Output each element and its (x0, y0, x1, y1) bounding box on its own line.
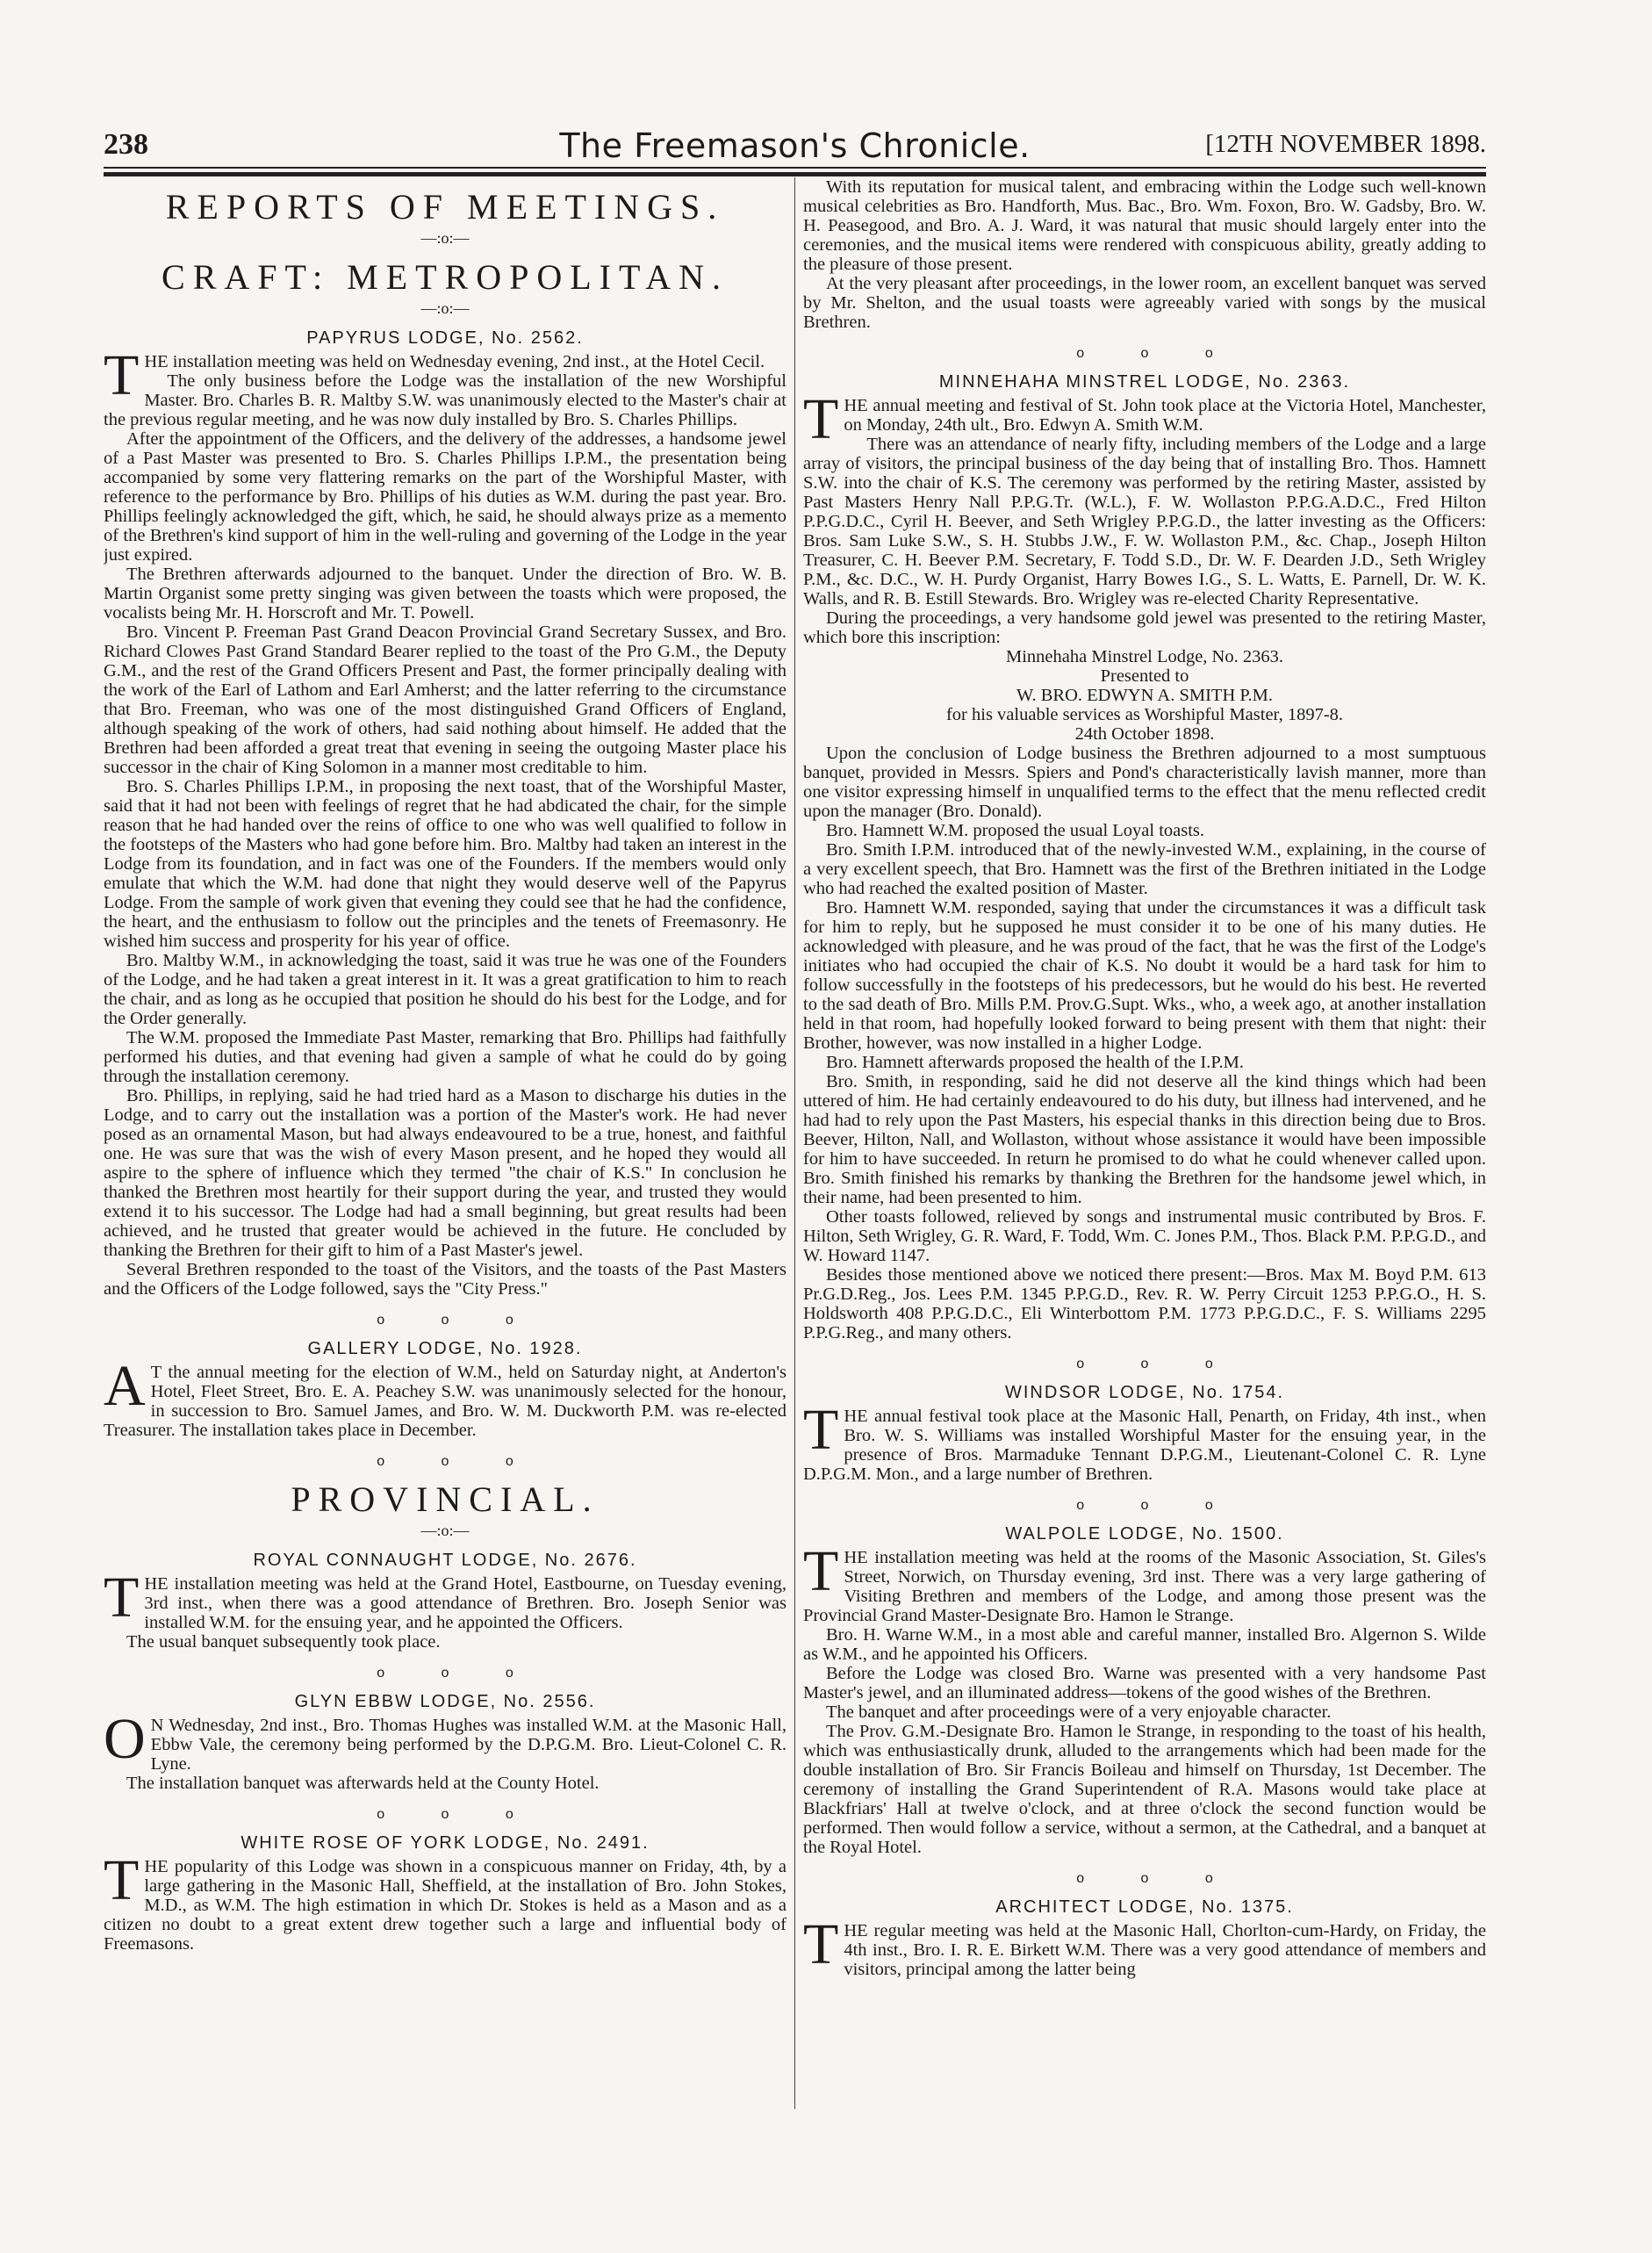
article-paragraph: THE popularity of this Lodge was shown in a conspicuous manner on Friday, 4th, by a large gathering in the Masonic Hall, Sheffield, at the installation of Bro. John Stokes, M.D., as W.M. The high estimation in which Dr. Stokes is held as a Mason and as a citizen no doubt to a great extent drew together such a large and influential body of Freemasons. (104, 1848, 786, 1954)
article-paragraph: After the appointment of the Officers, and the delivery of the addresses, a handsome jewel of a Past Master was presented to Bro. S. Charles Phillips I.P.M., the presentation being accompanied by some very flattering remarks on the part of the Worshipful Master, with reference to the performance by Bro. Phillips of his duties as W.M. during the past year. Bro. Phillips feelingly acknowledged the gift, which, he said, he should always prize as a memento of the Brethren's kind support of him in the well-ruling and governing of the Lodge in the year just expired. (104, 429, 786, 565)
article-paragraph: A T the annual meeting for the election of W.M., held on Saturday night, at Anderton's Hotel, Fleet Street, Bro. E. A. Peachey S.W. was unanimously selected for the honour, in succession to Bro. Samuel James, and Bro. W. M. Duckworth P.M. was re-elected Treasurer. The installation takes place in December. (104, 1354, 786, 1440)
issue-date: [12TH NOVEMBER 1898. (1205, 130, 1486, 158)
article-paragraph: Several Brethren responded to the toast of the Visitors, and the toasts of the Past Masters and the Officers of the Lodge followed, says the "City Press." (104, 1260, 786, 1299)
drop-cap: O (104, 1707, 146, 1771)
separator: o o o (377, 1454, 514, 1469)
article-paragraph: Upon the conclusion of Lodge business the Brethren adjourned to a most sumptuous banquet, provided in Messrs. Spiers and Pond's characteristically lavish manner, more than one visitor expressing himself in unqualified terms to the effect that the menu reflected credit upon the manager (Bro. Donald). (803, 744, 1486, 821)
drop-cap: T (803, 1539, 839, 1603)
reports-heading: REPORTS OF MEETINGS. (165, 187, 725, 227)
header-rule-thin (104, 167, 1486, 169)
craft-heading: CRAFT: METROPOLITAN. (162, 257, 729, 297)
separator: o o o (377, 1807, 514, 1822)
article-paragraph: During the proceedings, a very handsome gold jewel was presented to the retiring Master, which bore this inscription: (803, 608, 1486, 647)
lodge-heading: GALLERY LODGE, No. 1928. (307, 1339, 583, 1358)
provincial-heading: PROVINCIAL. (291, 1479, 600, 1519)
drop-cap: T (803, 1912, 839, 1976)
lodge-heading: GLYN EBBW LODGE, No. 2556. (294, 1692, 596, 1711)
article-paragraph: Bro. Hamnett W.M. proposed the usual Loyal toasts. (826, 821, 1205, 840)
article-paragraph: THE installation meeting was held at the rooms of the Masonic Association, St. Giles's Street, Norwich, on Thursday evening, 3rd inst. There was a very large gathering of Visiting Brethren and members of the Lodge, and among those present was the Provincial Grand Master-Designate Bro. Hamon le Strange. (803, 1539, 1486, 1625)
article-paragraph: The Brethren afterwards adjourned to the banquet. Under the direction of Bro. W. B. Martin Organist some pretty singing was given between the toasts which were proposed, the vocalists being Mr. H. Horscroft and Mr. T. Powell. (104, 565, 786, 623)
header-rule-thick (104, 172, 1486, 176)
article-paragraph: Bro. Smith I.P.M. introduced that of the newly-invested W.M., explaining, in the course of a very excellent speech, that Bro. Hamnett was the first of the Brethren initiated in the Lodge who had reached the exalted position of Master. (803, 840, 1486, 898)
drop-cap: A (104, 1354, 146, 1418)
jewel-inscription (803, 647, 1486, 744)
article-walpole (803, 1524, 1486, 1857)
article-paragraph: At the very pleasant after proceedings, in the lower room, an excellent banquet was served by Mr. Shelton, and the usual toasts were agreeably varied with songs by the musical Brethren. (803, 274, 1486, 332)
inscription-line: 24th October 1898. (1074, 724, 1215, 744)
article-paragraph: THE annual meeting and festival of St. John took place at the Victoria Hotel, Manchester, on Monday, 24th ult., Bro. Edwyn A. Smith W.M. (803, 387, 1486, 451)
article-paragraph: Bro. Vincent P. Freeman Past Grand Deacon Provincial Grand Secretary Sussex, and Bro. Richard Clowes Past Grand Standard Bearer replied to the toast of the Pro G.M., the Deputy G.M., and the rest of the Grand Officers Present and Past, the former principally dealing with the work of the Earl of Lathom and Earl Amherst; and the latter referring to the circumstance that Bro. Freeman, who was one of the most distinguished Grand Officers of England, although speaking of the work of others, had said nothing about himself. He added that the Brethren had been afforded a great treat that evening in seeing the outgoing Master place his successor in the chair of King Solomon in a manner most creditable to him. (104, 623, 786, 777)
drop-cap: T (104, 343, 140, 407)
article-paragraph: With its reputation for musical talent, and embracing within the Lodge such well-known musical celebrities as Bro. Handforth, Mus. Bac., Bro. Wm. Foxon, Bro. W. Gadsby, Bro. W. H. Peasegood, and Bro. A. J. Ward, it was natural that music should largely enter into the ceremonies, and the musical items were rendered with conspicuous ability, greatly adding to the pleasure of those present. (803, 177, 1486, 274)
separator: o o o (1076, 1871, 1213, 1886)
article-paragraph: Bro. Hamnett afterwards proposed the health of the I.P.M. (826, 1053, 1244, 1072)
inscription-line: W. BRO. EDWYN A. SMITH P.M. (1016, 686, 1273, 705)
article-paragraph: The only business before the Lodge was the installation of the new Worshipful Master. Bro. Charles B. R. Maltby S.W. was unanimously elected to the Master's chair at the previous regular meeting, and he was now duly installed by Bro. S. Charles Phillips. (104, 371, 786, 429)
article-paragraph: Bro. Maltby W.M., in acknowledging the toast, said it was true he was one of the Founders of the Lodge, and he had taken a great interest in it. It was a great gratification to him to reach the chair, and as long as he occupied that position he should do his best for the Lodge, and for the Order generally. (104, 951, 786, 1028)
separator: o o o (377, 1666, 514, 1681)
article-paragraph: There was an attendance of nearly fifty, including members of the Lodge and a large array of visitors, the principal business of the day being that of installing Bro. Thos. Hamnett S.W. into the chair of K.S. The ceremony was performed by the retiring Master, assisted by Past Masters Henry Nall P.P.G.Tr. (W.L.), F. W. Wollaston P.P.G.A.D.C., Fred Hilton P.P.G.D.C., Cyril H. Beever, and Seth Wrigley P.P.G.D., the latter investing as the Officers: Bros. Sam Luke S.W., S. H. Stubbs J.W., F. W. Wollaston P.M., &c. Chap., Joseph Hilton Treasurer, C. H. Beever P.M. Secretary, F. Todd S.D., Dr. W. F. Dearden J.D., Seth Wrigley P.M., &c. D.C., W. H. Purdy Organist, Harry Bowes I.G., S. L. Watts, E. Parnell, Dr. W. K. Walls, and R. B. Estill Stewards. Bro. Wrigley was re-elected Charity Representative. (803, 435, 1486, 608)
article-paragraph: The banquet and after proceedings were of a very enjoyable character. (826, 1702, 1332, 1722)
article-paragraph: O N Wednesday, 2nd inst., Bro. Thomas Hughes was installed W.M. at the Masonic Hall, Ebbw Vale, the ceremony being performed by the D.P.G.M. Bro. Lieut-Colonel C. R. Lyne. (104, 1707, 786, 1774)
article-paragraph: THE annual festival took place at the Masonic Hall, Penarth, on Friday, 4th inst., when Bro. W. S. Williams was installed Worshipful Master for the ensuing year, in the presence of Bros. Marmaduke Tennant D.P.G.M., Lieutenant-Colonel C. R. Lyne D.P.G.M. Mon., and a large number of Brethren. (803, 1398, 1486, 1484)
inscription-line: for his valuable services as Worshipful Master, 1897-8. (945, 705, 1344, 724)
separator: o o o (377, 1313, 514, 1328)
article-minnehaha (803, 372, 1486, 1342)
ornament: —:o:— (420, 229, 470, 247)
column-divider (794, 177, 795, 2109)
article-paragraph: Besides those mentioned above we noticed there present:—Bros. Max M. Boyd P.M. 613 Pr.G.D.Reg., Jos. Lees P.M. 1345 P.P.G.D., Rev. R. W. Perry Circuit 1253 P.P.G.O., H. S. Holdsworth 408 P.P.G.D.C., Eli Winterbottom P.M. 1773 P.P.G.D.C., F. S. Williams 2295 P.P.G.Reg., and many others. (803, 1265, 1486, 1342)
lodge-heading: WALPOLE LODGE, No. 1500. (1005, 1524, 1284, 1544)
page-number: 238 (104, 128, 148, 161)
article-royal-connaught (104, 1551, 786, 1652)
drop-cap: T (104, 1566, 140, 1630)
article-paragraph: THE regular meeting was held at the Masonic Hall, Chorlton-cum-Hardy, on Friday, the 4th inst., Bro. I. R. E. Birkett W.M. There was a very good attendance of members and visitors, principal among the latter being (803, 1912, 1486, 1979)
inscription-line: Minnehaha Minstrel Lodge, No. 2363. (1006, 647, 1283, 666)
lodge-heading: MINNEHAHA MINSTREL LODGE, No. 2363. (938, 372, 1351, 392)
separator: o o o (1076, 1498, 1213, 1513)
article-paragraph: The usual banquet subsequently took place. (126, 1632, 441, 1652)
lodge-heading: ROYAL CONNAUGHT LODGE, No. 2676. (253, 1551, 637, 1570)
article-glyn-ebbw (104, 1692, 786, 1793)
masthead (104, 128, 1486, 163)
ornament: —:o:— (420, 1522, 470, 1539)
article-white-rose (104, 1833, 786, 1954)
article-paragraph: Before the Lodge was closed Bro. Warne was presented with a very handsome Past Master's jewel, and an illuminated address—tokens of the good wishes of the Brethren. (803, 1664, 1486, 1702)
article-paragraph: Bro. Smith, in responding, said he did not deserve all the kind things which had been uttered of him. He had certainly endeavoured to do his duty, but illness had intervened, and he had had to rely upon the Past Masters, his especial thanks in this direction being due to Bros. Beever, Hilton, Nall, and Wollaston, without whose assistance it would have been impossible for him to have succeeded. In return he promised to do what he could whenever called upon. Bro. Smith finished his remarks by thanking the Brethren for the handsome jewel which, in their name, had been presented to him. (803, 1072, 1486, 1207)
article-paragraph: THE installation meeting was held at the Grand Hotel, Eastbourne, on Tuesday evening, 3rd inst., when there was a good attendance of Brethren. Bro. Joseph Senior was installed W.M. for the ensuing year, and he appointed the Officers. (104, 1566, 786, 1632)
article-paragraph: The installation banquet was afterwards held at the County Hotel. (126, 1774, 600, 1793)
lodge-heading: PAPYRUS LODGE, No. 2562. (306, 328, 584, 348)
article-gallery (104, 1339, 786, 1440)
article-paragraph: THE installation meeting was held on Wednesday evening, 2nd inst., at the Hotel Cecil. (104, 343, 765, 407)
article-paragraph: The Prov. G.M.-Designate Bro. Hamon le Strange, in responding to the toast of his health, which was enthusiastically drunk, alluded to the arrangements which had been made for the double installation of Bro. Sir Francis Boileau and himself on Thursday, 1st December. The ceremony of installing the Grand Superintendent of R.A. Masons would take place at Blackfriars' Hall at twelve o'clock, and at three o'clock the second function would be performed. Then would follow a service, without a sermon, at the Cathedral, and a banquet at the Royal Hotel. (803, 1722, 1486, 1857)
article-paragraph: Other toasts followed, relieved by songs and instrumental music contributed by Bros. F. Hilton, Seth Wrigley, G. R. Ward, F. Todd, Wm. C. Jones P.M., Thos. Black P.M. P.P.G.D., and W. Howard 1147. (803, 1207, 1486, 1265)
separator: o o o (1076, 1357, 1213, 1371)
article-paragraph: Bro. S. Charles Phillips I.P.M., in proposing the next toast, that of the Worshipful Master, said that it had not been with feelings of regret that he had abdicated the chair, for the simple reason that he had handed over the reins of office to one who was well qualified to follow in the footsteps of the Masters who had gone before him. Bro. Maltby had taken an interest in the Lodge from its foundation, and in fact was one of the Founders. If the members would only emulate that which the W.M. had done that night they would deserve well of the Papyrus Lodge. From the sample of work given that evening they could see that he had the confidence, the heart, and the enthusiasm to follow out the principles and the tenets of Freemasonry. He wished him success and prosperity for his year of office. (104, 777, 786, 951)
publication-title: The Freemason's Chronicle. (559, 126, 1031, 165)
article-paragraph: The W.M. proposed the Immediate Past Master, remarking that Bro. Phillips had faithfully performed his duties, and that evening had given a sample of what he could do by going through the installation ceremony. (104, 1028, 786, 1086)
drop-cap: T (104, 1848, 140, 1912)
article-architect (803, 1897, 1486, 1979)
inscription-line: Presented to (1100, 666, 1189, 686)
drop-cap: T (803, 387, 839, 451)
lodge-heading: WHITE ROSE OF YORK LODGE, No. 2491. (241, 1833, 650, 1853)
right-column (803, 177, 1486, 2179)
ornament: —:o:— (420, 299, 470, 317)
article-windsor (803, 1383, 1486, 1484)
left-column (104, 177, 786, 2179)
lodge-heading: ARCHITECT LODGE, No. 1375. (995, 1897, 1294, 1917)
article-papyrus (104, 328, 786, 1299)
article-paragraph: Bro. Phillips, in replying, said he had tried hard as a Mason to discharge his duties in the Lodge, and to carry out the installation was a portion of the Master's work. He had never posed as an ornamental Mason, but had always endeavoured to be a true, honest, and faithful one. He was sure that was the wish of every Mason present, and he hoped they would all aspire to the sphere of influence which they termed "the chair of K.S." In conclusion he thanked the Brethren most heartily for their support during the year, and trusted they would extend it to his successor. The Lodge had had a small beginning, but great results had been achieved, and he trusted that greater would be achieved in the future. He concluded by thanking the Brethren for their gift to him of a Past Master's jewel. (104, 1086, 786, 1260)
article-paragraph: Bro. H. Warne W.M., in a most able and careful manner, installed Bro. Algernon S. Wilde as W.M., and he appointed his Officers. (803, 1625, 1486, 1664)
separator: o o o (1076, 346, 1213, 361)
drop-cap: T (803, 1398, 839, 1462)
lodge-heading: WINDSOR LODGE, No. 1754. (1004, 1383, 1285, 1402)
article-paragraph: Bro. Hamnett W.M. responded, saying that under the circumstances it was a difficult task for him to reply, but he supposed he must consider it to be one of his many duties. He acknowledged with pleasure, and he was proud of the fact, that he was the first of the Lodge's initiates who had occupied the chair of K.S. No doubt it would be a hard task for him to follow successfully in the footsteps of his predecessors, but he would do his best. He reverted to the sad death of Bro. Mills P.M. Prov.G.Supt. Wks., who, a week ago, at another installation held in that room, had hopefully looked forward to being present with them that night: their Brother, however, was now installed in a higher Lodge. (803, 898, 1486, 1053)
